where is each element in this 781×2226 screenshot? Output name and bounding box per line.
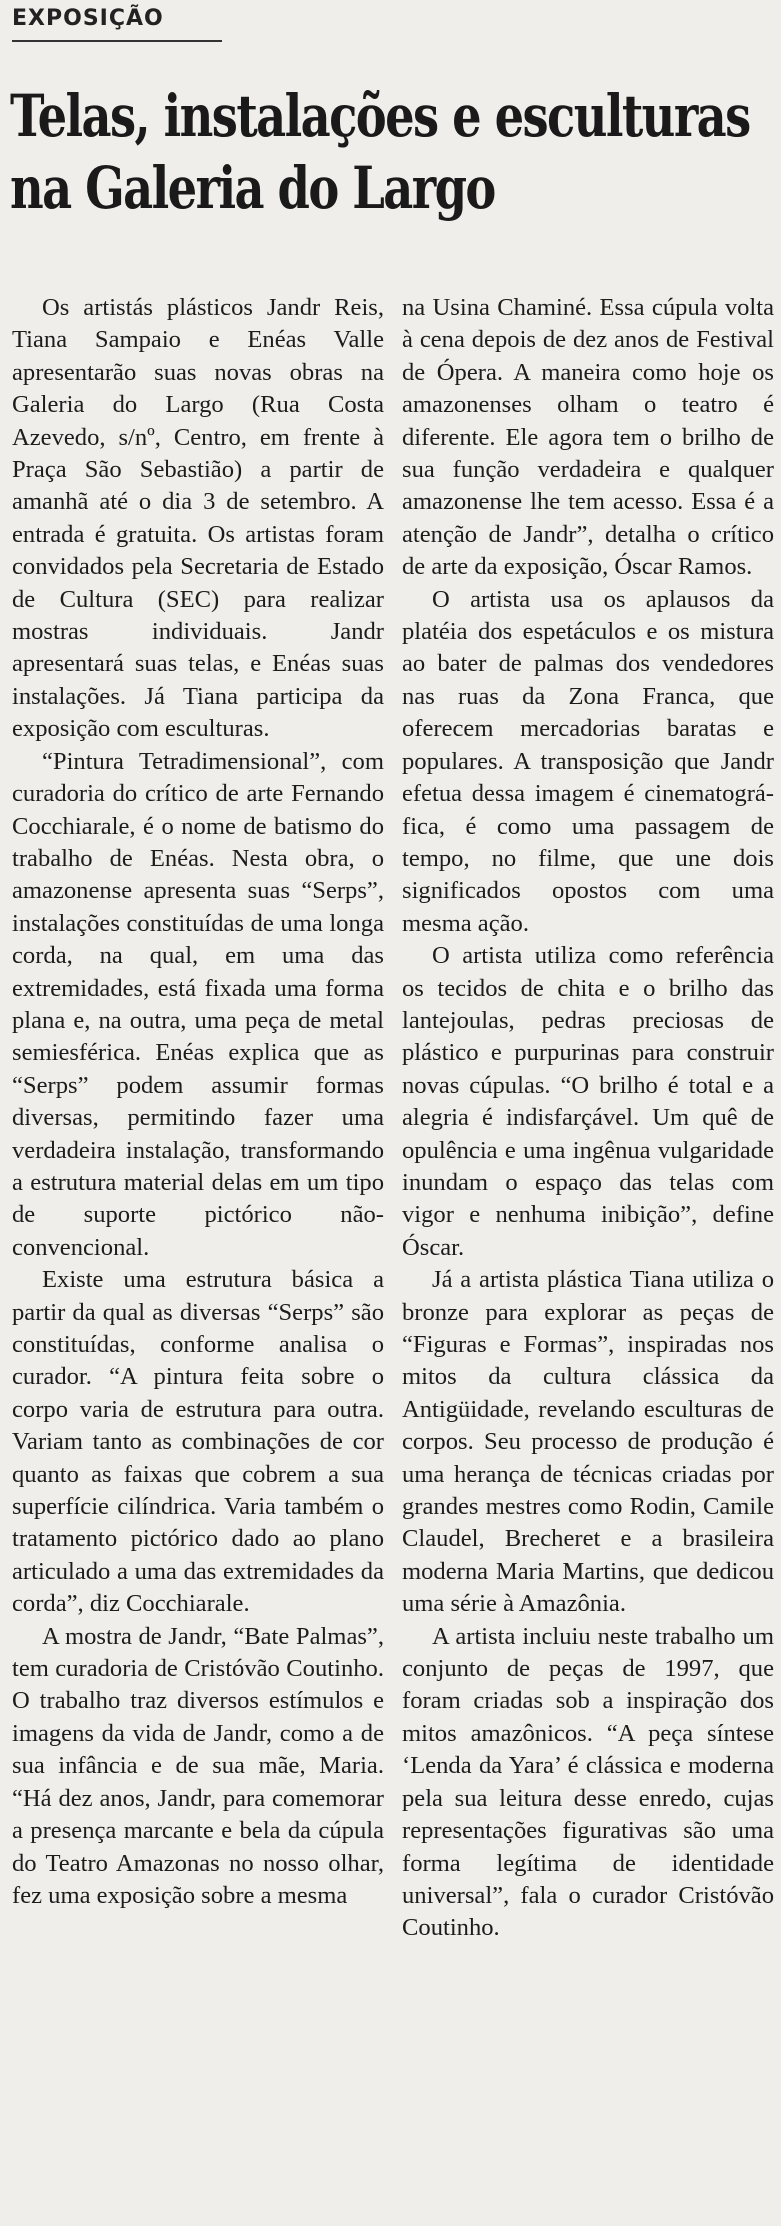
paragraph: Os artistás plásticos Jandr Reis, Tiana Sampaio e Enéas Valle apresentarão suas novas obras na Galeria do Largo (Rua Costa Azevedo, s/nº, Centro, em frente à Praça São Sebastião) a partir de amanhã até o dia 3 de setembro. A entrada é gratuita. Os artistas foram convidados pela Secretaria de Estado de Cultura (SEC) para realizar mostras individuais. Jandr apresentará suas telas, e Enéas suas instalações. Já Tiana participa da exposição com esculturas. xyxy=(12,294,384,743)
section-rule xyxy=(12,40,222,42)
headline xyxy=(10,80,750,224)
section-label: EXPOSIÇÃO xyxy=(12,6,164,31)
paragraph: O artista utiliza como referência os tecidos de chita e o brilho das lantejoulas, pedras preciosas de plástico e purpurinas para construir novas cúpulas. “O brilho é total e a alegria é indisfarçável. Um quê de opulência e uma ingênua vulgaridade inundam o espaço das telas com vigor e nenhuma inibição”, define Óscar. xyxy=(402,942,774,1261)
paragraph: na Usina Chaminé. Essa cúpula volta à cena depois de dez anos de Festival de Ópera. A maneira como hoje os amazonenses olham o teatro é diferente. Ele agora tem o brilho de sua função verdadeira e qualquer amazonense lhe tem acesso. Essa é a atenção de Jandr”, detalha o crítico de arte da exposição, Óscar Ramos. xyxy=(402,294,774,581)
headline-line-1: Telas, instalações e esculturas xyxy=(10,82,750,150)
paragraph: “Pintura Tetradimensional”, com curadoria do crítico de arte Fernando Cocchiarale, é o nome de batismo do trabalho de Enéas. Nesta obra, o amazonense apresenta suas “Serps”, instalações constituídas de uma longa corda, na qual, em uma das extremidades, está fixada uma forma plana e, na outra, uma peça de metal semiesférica. Enéas explica que as “Serps” podem assumir formas diversas, permitindo fazer uma verdadeira instalação, transformando a estrutura material delas em um tipo de suporte pictórico não-convencional. xyxy=(12,747,384,1261)
paragraph: Existe uma estrutura básica a partir da qual as diversas “Serps” são constituídas, conforme analisa o curador. “A pintura feita sobre o corpo varia de estrutura para outra. Variam tanto as combinações de cor quanto as faixas que cobrem a sua superfície cilíndrica. Varia também o tratamento pictórico dado ao plano articulado a uma das extremidades da corda”, diz Cocchiarale. xyxy=(12,1266,384,1618)
paragraph: Já a artista plástica Tiana utiliza o bronze para explorar as peças de “Figuras e Formas”, inspiradas nos mitos da cultura clássica da Antigüidade, revelando esculturas de corpos. Seu processo de produção é uma herança de técnicas criadas por grandes mestres como Rodin, Camile Claudel, Brecheret e a brasileira moderna Maria Martins, que dedicou uma série à Amazônia. xyxy=(402,1266,774,1618)
headline-line-2: na Galeria do Largo xyxy=(10,154,495,222)
article-column-left xyxy=(12,292,384,1912)
paragraph: A mostra de Jandr, “Bate Palmas”, tem curadoria de Cristóvão Coutinho. O trabalho traz diversos estímulos e imagens da vida de Jandr, como a de sua infância e de sua mãe, Maria. “Há dez anos, Jandr, para comemorar a presença marcante e bela da cúpula do Teatro Amazonas no nosso olhar, fez uma exposição sobre a mesma xyxy=(12,1622,384,1909)
paragraph: A artista incluiu neste trabalho um conjunto de peças de 1997, que foram criadas sob a inspiração dos mitos amazônicos. “A peça síntese ‘Lenda da Yara’ é clássica e moderna pela sua leitura desse enredo, cujas representações figurativas são uma forma legítima de identidade universal”, fala o curador Cristóvão Coutinho. xyxy=(402,1622,774,1942)
paragraph: O artista usa os aplausos da platéia dos espetáculos e os mistura ao bater de palmas dos vendedores nas ruas da Zona Franca, que oferecem mercadorias baratas e populares. A transposição que Jandr efetua dessa imagem é cinematográfica, é como uma passagem de tempo, no filme, que une dois significados opostos com uma mesma ação. xyxy=(402,585,774,937)
article-column-right xyxy=(402,292,774,1945)
